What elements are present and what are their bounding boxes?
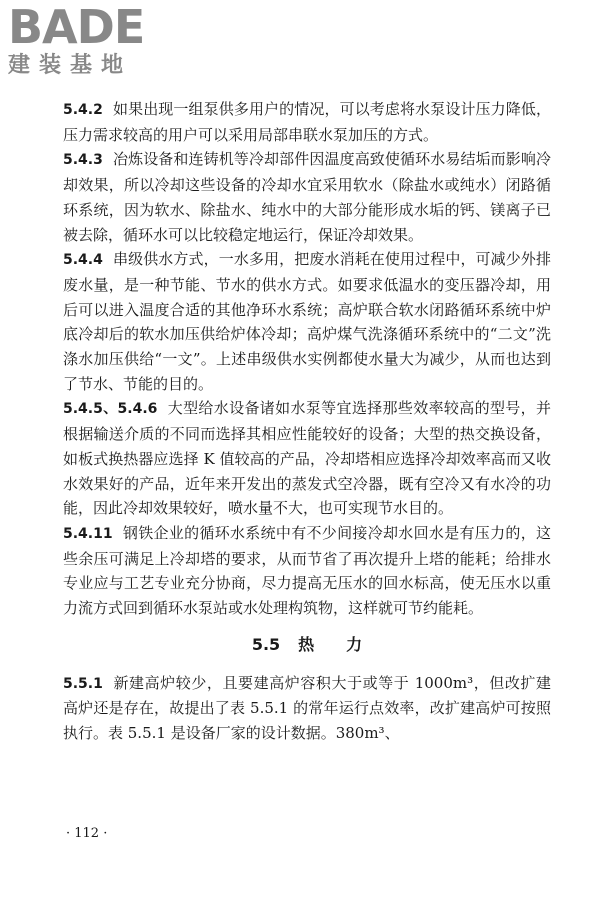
clause-text: 串级供水方式，一水多用，把废水消耗在使用过程中，可减少外排废水量，是一种节能、节水的供水方式。如要求低温水的变压器冷却，用后可以进入温度合适的其他净环水系统；高炉联合软水闭路循环系统中炉底冷却后的软水加压供给炉体冷却；高炉煤气洗涤循环系统中的“二文”洗涤水加压供给“一文”。上述串级供水实例都使水量大为减少，从而也达到了节水、节能的目的。 (63, 250, 551, 393)
clause-5-4-2 (63, 97, 551, 147)
logo-subtitle: 建装基地 (8, 53, 133, 78)
clause-number: 5.4.3 (63, 152, 103, 169)
clause-number: 5.4.4 (63, 252, 103, 269)
clause-number: 5.4.5、5.4.6 (63, 401, 158, 418)
clause-5-4-11 (63, 521, 551, 621)
logo-wordmark: BADE (8, 0, 145, 54)
clause-number: 5.5.1 (63, 675, 103, 692)
clause-text: 如果出现一组泵供多用户的情况，可以考虑将水泵设计压力降低，压力需求较高的用户可以采用局部串联水泵加压的方式。 (63, 100, 551, 144)
clause-5-4-4 (63, 247, 551, 396)
clause-number: 5.4.2 (63, 102, 103, 118)
document-body (63, 97, 551, 746)
clause-5-4-5-5-4-6 (63, 396, 551, 521)
section-number: 5.5 (251, 634, 281, 654)
section-title: 热 力 (298, 634, 363, 654)
clause-text: 钢铁企业的循环水系统中有不少间接冷却水回水是有压力的，这些余压可满足上冷却塔的要求，从而节省了再次提升上塔的能耗；给排水专业应与工艺专业充分协商，尽力提高无压水的回水标高，使无压水以重力流方式回到循环水泵站或水处理构筑物，这样就可节约能耗。 (63, 523, 551, 618)
section-heading (63, 633, 551, 657)
clause-5-4-3 (63, 147, 551, 247)
clause-text: 大型给水设备诸如水泵等宜选择那些效率较高的型号，并根据输送介质的不同而选择其相应性能较好的设备；大型的热交换设备，如板式换热器应选择 K 值较高的产品，冷却塔相应选择冷却效率高而又收水效果好的产品，近年来开发出的蒸发式空冷器，既有空冷又有水冷的功能，因此冷却效果较好，喷水量不大，也可实现节水目的。 (63, 399, 551, 518)
logo (8, 0, 178, 78)
clause-text: 新建高炉较少，且要建高炉容积大于或等于 1000m³，但改扩建高炉还是存在，故提出了表 5.5.1 的常年运行点效率，改扩建高炉可按照执行。表 5.5.1 是设备厂家的设计数据。380m³、 (63, 673, 551, 743)
clause-5-5-1 (63, 671, 551, 746)
clause-text: 冶炼设备和连铸机等冷却部件因温度高致使循环水易结垢而影响冷却效果，所以冷却这些设备的冷却水宜采用软水（除盐水或纯水）闭路循环系统，因为软水、除盐水、纯水中的大部分能形成水垢的钙、镁离子已被去除，循环水可以比较稳定地运行，保证冷却效果。 (63, 150, 551, 244)
page-number: · 112 · (66, 826, 108, 841)
clause-number: 5.4.11 (63, 525, 113, 542)
